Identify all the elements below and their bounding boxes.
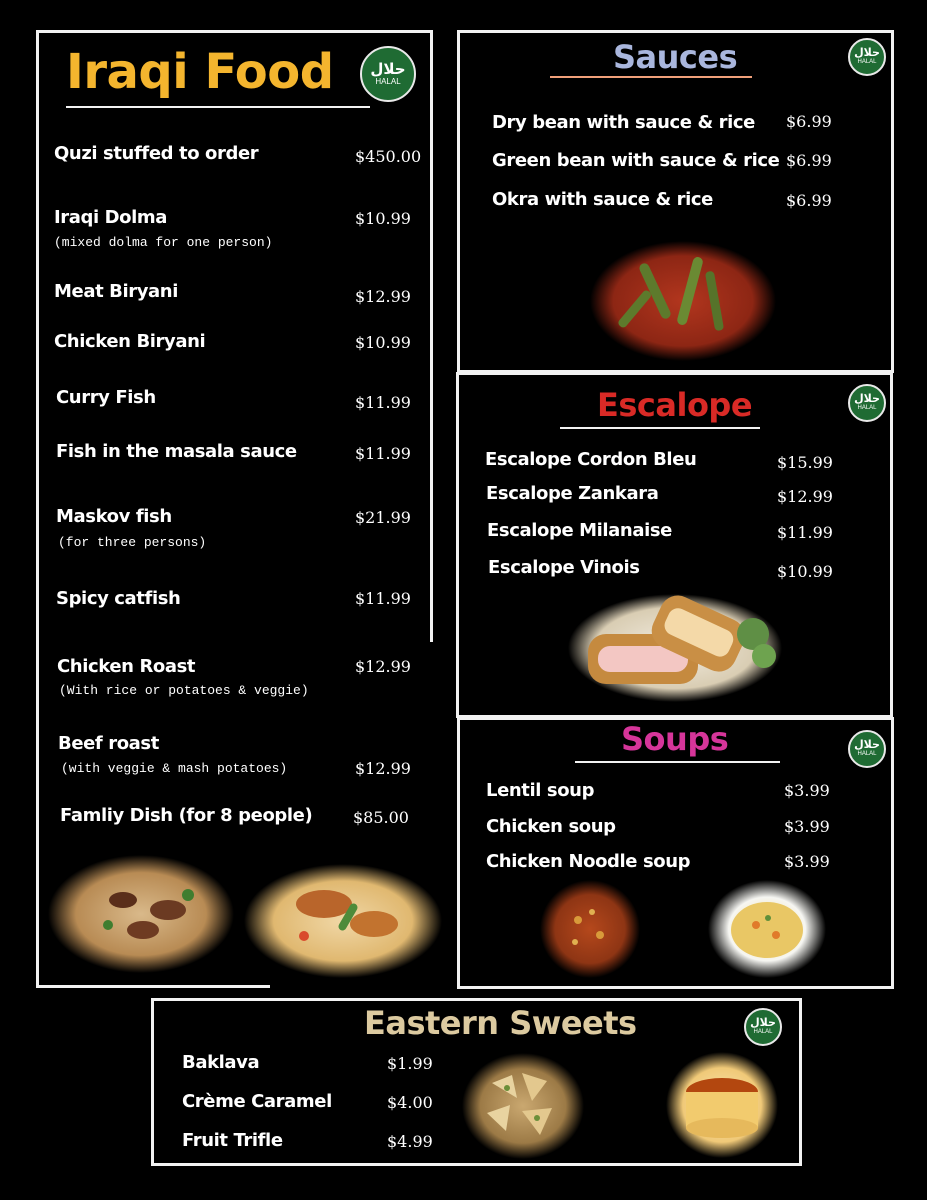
menu-item-price: $3.99: [784, 852, 830, 871]
menu-item-name: Maskov fish: [56, 506, 172, 527]
halal-badge-icon: حلال HALAL: [848, 384, 886, 422]
lentil-soup-photo: [540, 880, 640, 978]
chicken-biryani-photo: [244, 864, 442, 978]
menu-item-name: Famliy Dish (for 8 people): [60, 805, 313, 826]
menu-item-price: $15.99: [777, 453, 833, 472]
menu-item-name: Iraqi Dolma: [54, 207, 168, 228]
menu-item-price: $11.99: [355, 444, 411, 463]
menu-item-price: $6.99: [786, 191, 832, 210]
menu-item-price: $3.99: [784, 781, 830, 800]
menu-item-name: Escalope Milanaise: [487, 520, 672, 541]
baklava-photo: [462, 1053, 584, 1159]
menu-item-name: Baklava: [182, 1052, 260, 1073]
menu-item-name: Escalope Zankara: [486, 483, 659, 504]
iraqi-food-panel-left-border: [36, 640, 39, 988]
menu-item-price: $12.99: [355, 759, 411, 778]
menu-item-name: Meat Biryani: [54, 281, 178, 302]
menu-item-price: $10.99: [355, 209, 411, 228]
menu-item-price: $11.99: [355, 589, 411, 608]
menu-item-name: Escalope Cordon Bleu: [485, 449, 697, 470]
menu-item-name: Spicy catfish: [56, 588, 181, 609]
menu-item-price: $4.99: [387, 1132, 433, 1151]
menu-item-name: Chicken Biryani: [54, 331, 206, 352]
menu-item-note: (With rice or potatoes & veggie): [59, 683, 309, 698]
menu-item-name: Chicken Noodle soup: [486, 851, 691, 872]
menu-item-price: $10.99: [355, 333, 411, 352]
menu-item-price: $85.00: [353, 808, 409, 827]
sauces-title-underline: [550, 76, 752, 78]
chicken-noodle-soup-photo: [708, 880, 826, 978]
menu-item-name: Crème Caramel: [182, 1091, 332, 1112]
halal-badge-icon: حلال HALAL: [360, 46, 416, 102]
halal-badge-icon: حلال HALAL: [848, 38, 886, 76]
okra-stew-photo: [590, 241, 776, 361]
menu-item-name: Chicken soup: [486, 816, 616, 837]
halal-badge-icon: حلال HALAL: [848, 730, 886, 768]
eastern-sweets-title: Eastern Sweets: [364, 1004, 637, 1042]
menu-item-price: $6.99: [786, 112, 832, 131]
menu-item-name: Quzi stuffed to order: [54, 143, 259, 164]
iraqi-food-title-underline: [66, 106, 370, 108]
meat-biryani-photo: [48, 855, 234, 973]
menu-item-name: Curry Fish: [56, 387, 156, 408]
menu-item-name: Okra with sauce & rice: [492, 189, 713, 210]
menu-item-price: $450.00: [355, 147, 422, 166]
menu-item-price: $10.99: [777, 562, 833, 581]
iraqi-food-panel-bottom-border: [36, 985, 270, 988]
menu-item-price: $21.99: [355, 508, 411, 527]
sauces-title: Sauces: [613, 38, 738, 76]
escalope-title: Escalope: [597, 386, 753, 424]
soups-title: Soups: [621, 720, 729, 758]
menu-item-note: (with veggie & mash potatoes): [61, 761, 288, 776]
cordon-bleu-photo: [568, 594, 782, 702]
menu-item-price: $6.99: [786, 151, 832, 170]
menu-item-name: Escalope Vinois: [488, 557, 640, 578]
menu-item-price: $11.99: [777, 523, 833, 542]
menu-item-price: $11.99: [355, 393, 411, 412]
menu-item-price: $12.99: [355, 657, 411, 676]
soups-title-underline: [575, 761, 780, 763]
creme-caramel-photo: [666, 1052, 778, 1158]
menu-item-name: Green bean with sauce & rice: [492, 150, 780, 171]
menu-item-price: $12.99: [777, 487, 833, 506]
menu-item-note: (for three persons): [58, 535, 207, 550]
halal-badge-icon: حلال HALAL: [744, 1008, 782, 1046]
menu-item-name: Fruit Trifle: [182, 1130, 283, 1151]
menu-item-name: Fish in the masala sauce: [56, 441, 297, 462]
menu-item-name: Dry bean with sauce & rice: [492, 112, 755, 133]
menu-item-price: $3.99: [784, 817, 830, 836]
menu-item-name: Lentil soup: [486, 780, 595, 801]
escalope-title-underline: [560, 427, 760, 429]
menu-item-name: Chicken Roast: [57, 656, 196, 677]
menu-item-name: Beef roast: [58, 733, 159, 754]
menu-item-price: $4.00: [387, 1093, 433, 1112]
menu-item-price: $1.99: [387, 1054, 433, 1073]
menu-item-price: $12.99: [355, 287, 411, 306]
menu-item-note: (mixed dolma for one person): [54, 235, 273, 250]
iraqi-food-title: Iraqi Food: [66, 44, 334, 100]
